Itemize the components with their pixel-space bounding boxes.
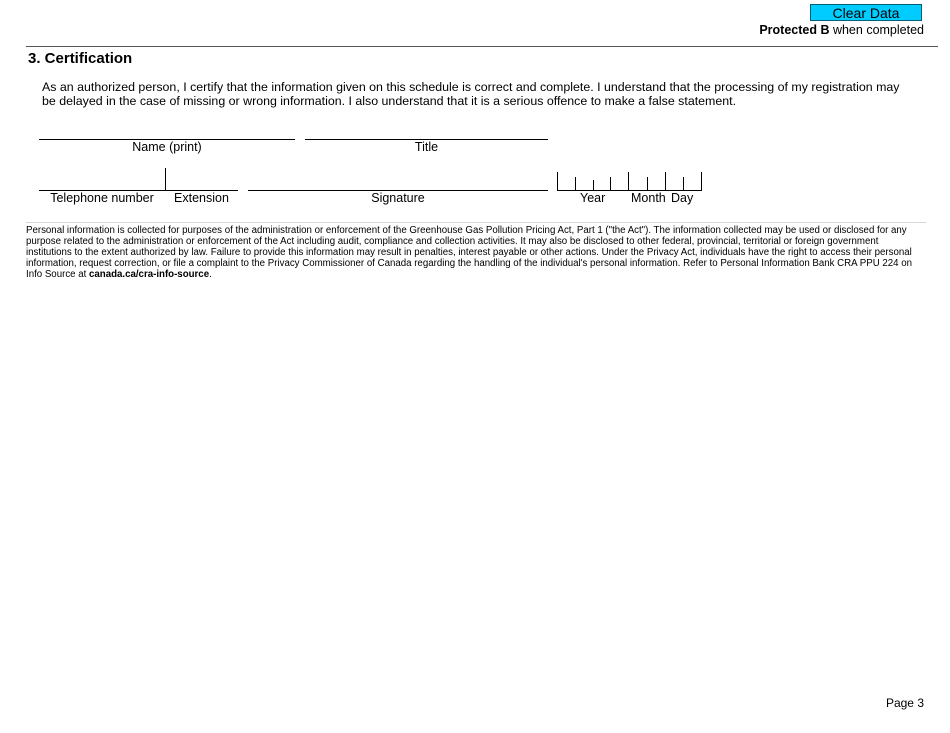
year-label: Year bbox=[580, 191, 606, 205]
date-tick bbox=[647, 177, 648, 190]
certification-statement: As an authorized person, I certify that the information given on this schedule is correct and complete. I understand that the processing of my registration may be delayed in the case of missing or wrong information. I also understand that it is a serious offence to make a false statement. bbox=[42, 80, 900, 108]
info-source-link[interactable]: canada.ca/cra-info-source bbox=[89, 269, 210, 280]
title-label: Title bbox=[414, 140, 439, 154]
extension-label: Extension bbox=[174, 191, 229, 205]
date-field[interactable] bbox=[557, 172, 702, 191]
section-title: 3. Certification bbox=[28, 50, 133, 67]
page-number: Page 3 bbox=[885, 696, 924, 710]
date-tick bbox=[628, 172, 629, 190]
privacy-end: . bbox=[209, 269, 212, 280]
telephone-label: Telephone number bbox=[50, 191, 154, 205]
signature-label: Signature bbox=[371, 191, 425, 205]
date-tick bbox=[665, 172, 666, 190]
day-label: Day bbox=[671, 191, 694, 205]
privacy-text: Personal information is collected for purposes of the administration or enforcement of the Greenhouse Gas Pollution Pricing Act, Part 1 ("the Act"). The information collected may be used or disclosed for any purpose related to the administration or enforcement of the Act including audit, compliance and collection activities. It may also be disclosed to other federal, provincial, territorial or foreign government institutions to the extent authorized by law. Failure to provide this information may result in penalties, interest payable or other actions. Under the Privacy Act, individuals have the right to access their personal information, request correction, or file a complaint to the Privacy Commissioner of Canada regarding the handling of the individual's personal information. Refer to Personal Information Bank CRA PPU 224 on Info Source at bbox=[26, 225, 913, 280]
protected-b-label: Protected B bbox=[759, 23, 830, 37]
header-divider bbox=[26, 46, 938, 47]
telephone-extension-divider bbox=[165, 168, 166, 190]
protected-b-suffix: when completed bbox=[829, 23, 924, 37]
date-tick bbox=[701, 172, 702, 190]
date-tick bbox=[610, 177, 611, 190]
date-tick bbox=[683, 177, 684, 190]
month-label: Month bbox=[631, 191, 666, 205]
date-tick bbox=[593, 180, 594, 190]
date-tick bbox=[575, 177, 576, 190]
clear-data-button[interactable]: Clear Data bbox=[810, 4, 922, 21]
privacy-notice bbox=[26, 225, 922, 280]
privacy-divider bbox=[26, 222, 926, 223]
protected-b-notice bbox=[759, 23, 924, 37]
name-label: Name (print) bbox=[132, 140, 202, 154]
date-tick bbox=[557, 172, 558, 190]
